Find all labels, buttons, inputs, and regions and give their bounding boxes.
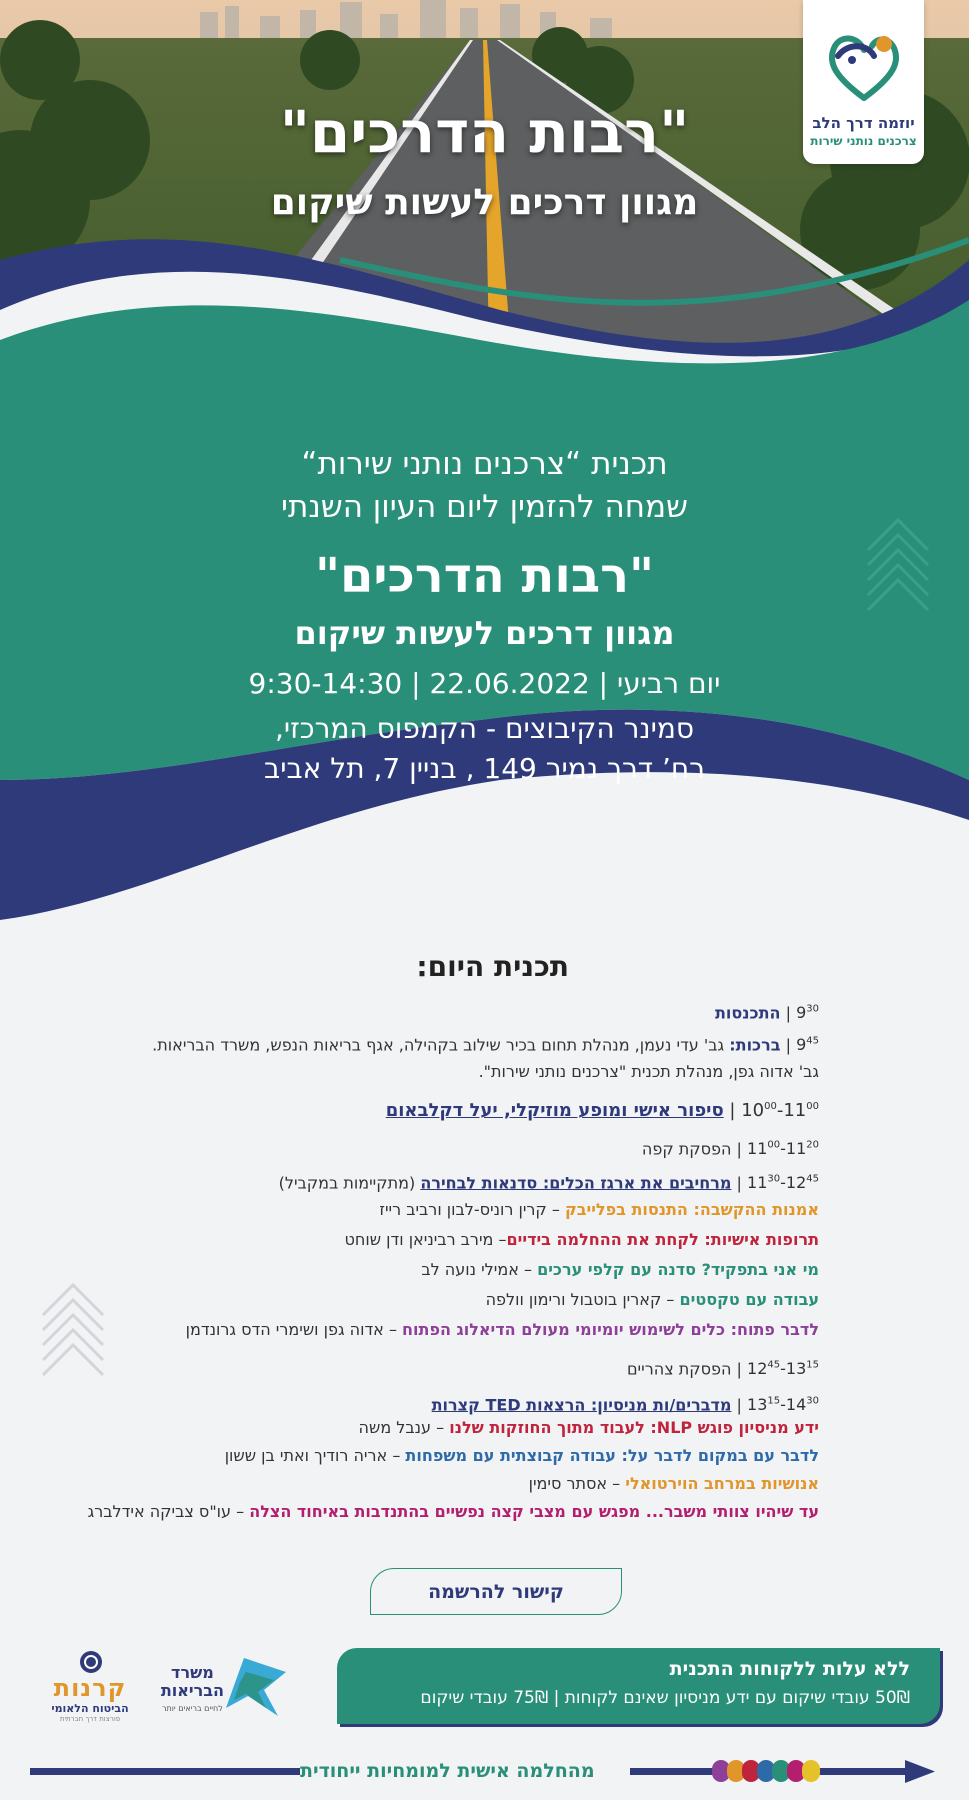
- agenda-time: $11^{30}-12^{45}$: [747, 1173, 819, 1193]
- separator: |: [723, 1100, 742, 1121]
- talk-item: [359, 1418, 819, 1438]
- separator: |: [780, 1003, 797, 1023]
- initiative-logo: [803, 0, 924, 164]
- workshop-item: [345, 1230, 819, 1250]
- agenda-text: הפסקת צהריים: [626, 1359, 732, 1379]
- talk-title: עד שיהיו צוותי משבר... מפגש עם מצבי קצה נפשיים בהתנדבות באיחוד הצלה: [249, 1502, 819, 1521]
- agenda-label: התכנסות: [714, 1003, 781, 1023]
- pricing-title: ללא עלות ללקוחות התכנית: [669, 1658, 910, 1680]
- event-subtitle: מגוון דרכים לעשות שיקום: [294, 614, 675, 652]
- heart-logo-icon: [824, 26, 904, 106]
- karnot-emblem-icon: [79, 1650, 103, 1674]
- ministry-of-health-logo: [160, 1650, 290, 1730]
- logo-name: יוזמה דרך הלב: [812, 114, 915, 132]
- separator: |: [731, 1139, 748, 1159]
- event-date-time: יום רביעי | 22.06.2022 | 9:30-14:30: [248, 667, 721, 700]
- invitation-line: שמחה להזמין ליום העיון השנתי: [281, 489, 688, 525]
- agenda-text: גב' אדוה גפן, מנהלת תכנית "צרכנים נותני שירות".: [478, 1062, 819, 1081]
- hero-subtitle: מגוון דרכים לעשות שיקום: [270, 182, 699, 223]
- hero-title: "רבות הדרכים": [279, 98, 690, 166]
- workshop-title: לדבר פתוח: כלים לשימוש יומיומי מעולם הדיאלוג הפתוח: [402, 1320, 819, 1339]
- chevrons-decoration-icon: [40, 1280, 106, 1380]
- workshop-presenters: – אמילי נועה לב: [421, 1260, 538, 1279]
- karnot-name: קרנות: [53, 1674, 127, 1702]
- event-venue: סמינר הקיבוצים - הקמפוס המרכזי,: [274, 712, 695, 745]
- talk-item: [529, 1474, 819, 1494]
- ministry-name: משרד הבריאות לחיים בריאים יותר: [160, 1663, 224, 1713]
- ministry-star-icon: [224, 1650, 290, 1720]
- workshop-item: [486, 1290, 819, 1310]
- talk-speaker: – אסתר סימין: [528, 1474, 626, 1493]
- agenda-time: $9^{45}$: [796, 1035, 819, 1055]
- talk-item: [88, 1502, 819, 1522]
- agenda-title: תכנית היום:: [416, 950, 569, 983]
- workshop-presenters: – קארין בוטבול ורימון וולפה: [485, 1290, 680, 1309]
- workshop-item: [421, 1260, 819, 1280]
- talk-item: [225, 1446, 819, 1466]
- bottom-slogan: מהחלמה אישית למומחיות ייחודית: [300, 1760, 595, 1782]
- agenda-time: $10^{00}-11^{00}$: [741, 1100, 819, 1121]
- talk-title: לדבר עם במקום לדבר על: עבודה קבוצתית עם משפחות: [405, 1446, 819, 1465]
- workshop-item: [186, 1320, 819, 1340]
- agenda-row-greetings-2: [479, 1062, 819, 1082]
- agenda-row-ted-talks: [432, 1392, 819, 1415]
- separator: |: [780, 1035, 797, 1055]
- agenda-row-workshops: [279, 1170, 819, 1193]
- agenda-label: ברכות:: [729, 1035, 781, 1055]
- separator: |: [731, 1395, 748, 1415]
- agenda-text: (מתקיימות במקביל): [278, 1173, 421, 1193]
- agenda-text: הפסקת קפה: [641, 1139, 732, 1159]
- color-bars-icon: [712, 1760, 820, 1782]
- talk-speaker: – ענבל משה: [358, 1418, 450, 1437]
- workshop-presenters: – קרין רוניס-לבון ורביב רייז: [379, 1200, 565, 1219]
- agenda-row-coffee-break: [642, 1136, 819, 1159]
- separator: |: [731, 1359, 748, 1379]
- agenda-label: סיפור אישי ומופע מוזיקלי, יעל דקלבאום: [385, 1100, 724, 1121]
- workshop-title: מי אני בתפקיד? סדנה עם קלפי ערכים: [537, 1260, 819, 1279]
- talk-title: אנושיות במרחב הוירטואלי: [625, 1474, 819, 1493]
- agenda-time: $11^{00}-11^{20}$: [747, 1139, 819, 1159]
- logo-tagline: צרכנים נותני שירות: [810, 134, 917, 148]
- agenda-label: מרחיבים את ארגז הכלים: סדנאות לבחירה: [420, 1173, 732, 1193]
- karnot-logo: [45, 1648, 135, 1728]
- talk-speaker: – אריה רודיך ואתי בן ששון: [224, 1446, 406, 1465]
- agenda-row-personal-story: [386, 1097, 819, 1121]
- workshop-presenters: – מירב רביניאן ודן שוחט: [344, 1230, 507, 1249]
- agenda-row-lunch-break: [627, 1356, 819, 1379]
- agenda-row-gathering: [715, 1000, 819, 1023]
- agenda-label: מדברים/ות מניסיון: הרצאות TED קצרות: [431, 1395, 732, 1415]
- agenda-text: גב' עדי נעמן, מנהלת תחום בכיר שילוב בקהילה, אגף בריאות הנפש, משרד הבריאות.: [152, 1035, 730, 1055]
- agenda-time: $12^{45}-13^{15}$: [747, 1359, 819, 1379]
- registration-link[interactable]: קישור להרשמה: [370, 1568, 622, 1615]
- talk-title: ידע מניסיון פוגש NLP: לעבוד מתוך החוזקות שלנו: [449, 1418, 819, 1437]
- event-title: "רבות הדרכים": [315, 548, 654, 604]
- karnot-tagline: פורצות דרך חברתית: [59, 1715, 121, 1723]
- agenda-time: $9^{30}$: [796, 1003, 819, 1023]
- workshop-item: [379, 1200, 819, 1220]
- workshop-title: עבודה עם טקסטים: [679, 1290, 819, 1309]
- pricing-details: 50₪ עובדי שיקום עם ידע מניסיון שאינם לקוחות | 75₪ עובדי שיקום: [420, 1688, 910, 1708]
- workshop-title: אמנות ההקשבה: התנסות בפלייבק: [564, 1200, 819, 1219]
- separator: |: [731, 1173, 748, 1193]
- agenda-time: $13^{15}-14^{30}$: [747, 1395, 819, 1415]
- pricing-box: [337, 1648, 940, 1724]
- workshop-presenters: – אדוה גפן ושימרי הדס גרונדמן: [185, 1320, 403, 1339]
- karnot-subtitle: הביטוח הלאומי: [51, 1702, 129, 1715]
- event-address: רח’ דרך נמיר 149 , בניין 7, תל אביב: [264, 752, 705, 785]
- talk-speaker: – עו"ס צביקה אידלברג: [87, 1502, 250, 1521]
- workshop-title: תרופות אישיות: לקחת את ההחלמה בידיים: [506, 1230, 819, 1249]
- agenda-row-greetings: [152, 1032, 819, 1055]
- invitation-program-line: תכנית “צרכנים נותני שירות“: [301, 446, 668, 482]
